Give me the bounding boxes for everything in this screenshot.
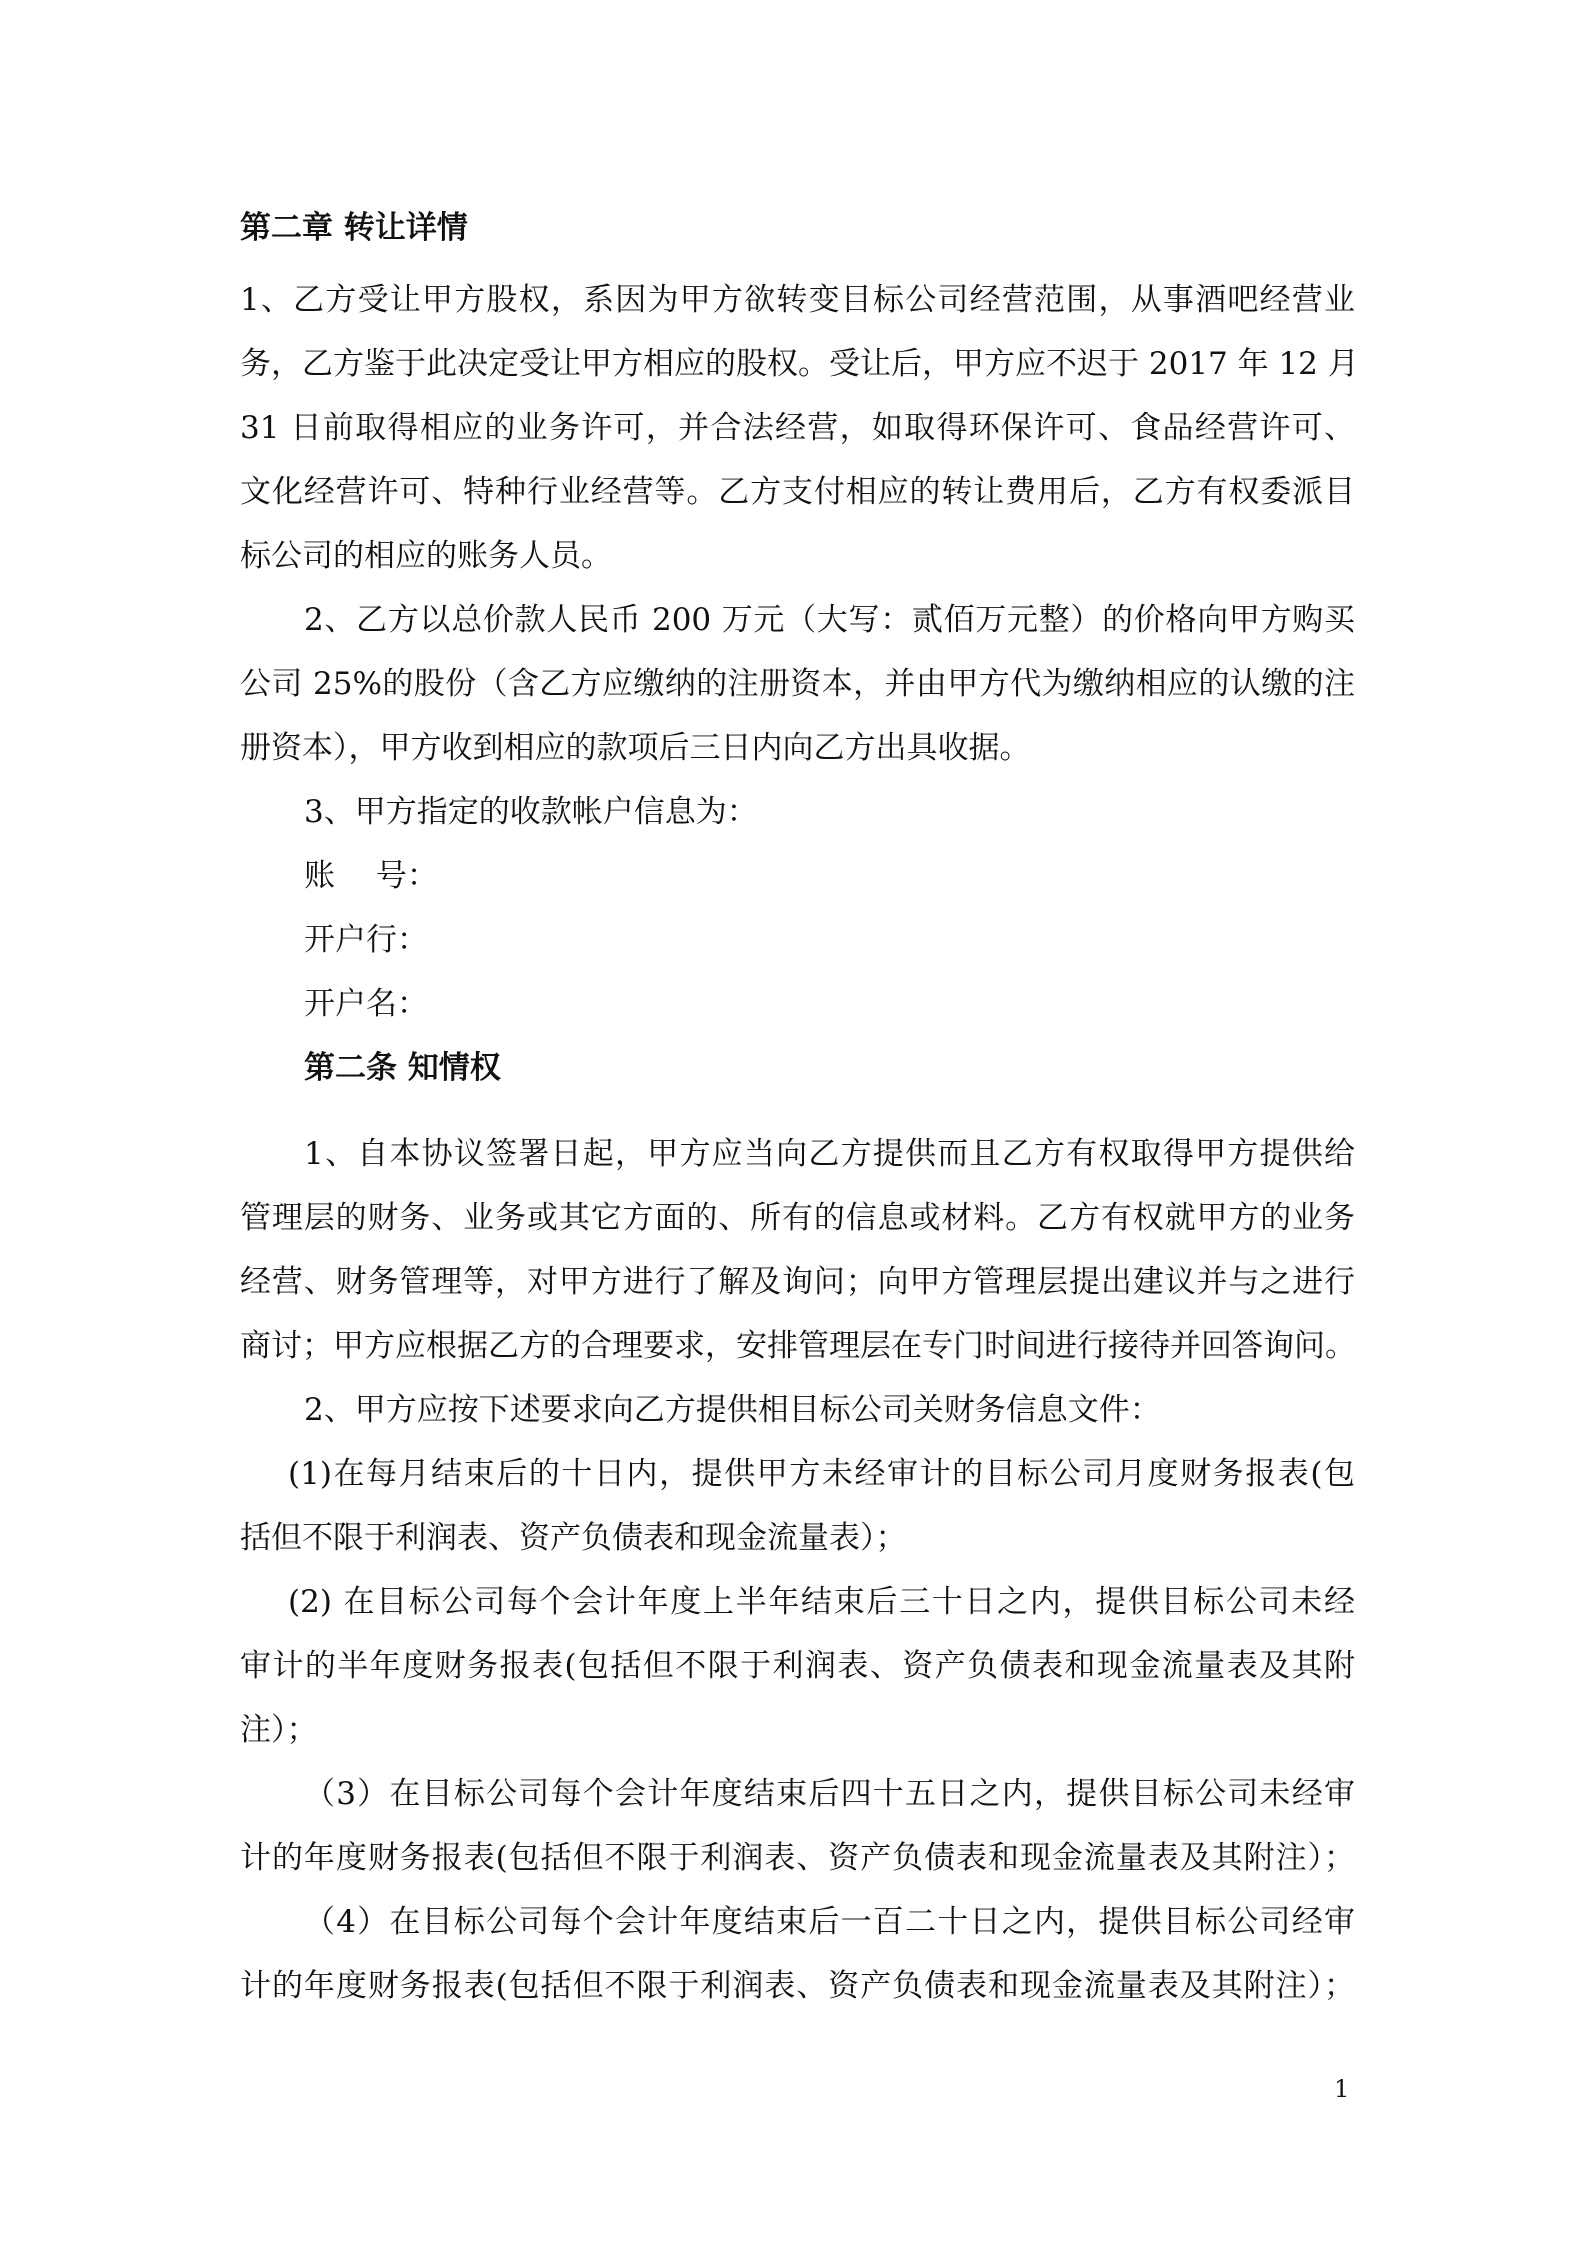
page-number: 1 <box>1334 2075 1350 2103</box>
paragraph-line: （4）在目标公司每个会计年度结束后一百二十日之内，提供目标公司经审 <box>304 1904 1355 1940</box>
paragraph-line: 1、乙方受让甲方股权，系因为甲方欲转变目标公司经营范围，从事酒吧经营业 <box>240 282 1355 318</box>
paragraph-line: 管理层的财务、业务或其它方面的、所有的信息或材料。乙方有权就甲方的业务 <box>240 1200 1355 1236</box>
paragraph-line: 31 日前取得相应的业务许可，并合法经营，如取得环保许可、食品经营许可、 <box>240 410 1355 446</box>
paragraph-line: 计的年度财务报表(包括但不限于利润表、资产负债表和现金流量表及其附注）； <box>240 1840 1355 1876</box>
paragraph-line: 审计的半年度财务报表(包括但不限于利润表、资产负债表和现金流量表及其附 <box>240 1648 1355 1684</box>
paragraph-line: 公司 25%的股份（含乙方应缴纳的注册资本，并由甲方代为缴纳相应的认缴的注 <box>240 666 1355 702</box>
chapter-heading: 第二章 转让详情 <box>240 210 468 246</box>
account-name-label: 开户名： <box>304 986 428 1022</box>
paragraph-line: 文化经营许可、特种行业经营等。乙方支付相应的转让费用后，乙方有权委派目 <box>240 474 1355 510</box>
paragraph-line: 计的年度财务报表(包括但不限于利润表、资产负债表和现金流量表及其附注）； <box>240 1968 1355 2004</box>
paragraph-line: 商讨；甲方应根据乙方的合理要求，安排管理层在专门时间进行接待并回答询问。 <box>240 1328 1356 1364</box>
paragraph-line: 经营、财务管理等，对甲方进行了解及询问；向甲方管理层提出建议并与之进行 <box>240 1264 1355 1300</box>
paragraph-line: 3、甲方指定的收款帐户信息为： <box>304 794 758 830</box>
paragraph-line: 务，乙方鉴于此决定受让甲方相应的股权。受让后，甲方应不迟于 2017 年 12 月 <box>240 346 1359 382</box>
article-heading: 第二条 知情权 <box>304 1050 501 1086</box>
paragraph-line: (1)在每月结束后的十日内，提供甲方未经审计的目标公司月度财务报表(包 <box>288 1456 1355 1492</box>
bank-label: 开户行： <box>304 922 428 958</box>
paragraph-line: 1、自本协议签署日起，甲方应当向乙方提供而且乙方有权取得甲方提供给 <box>304 1136 1355 1172</box>
paragraph-line: （3）在目标公司每个会计年度结束后四十五日之内，提供目标公司未经审 <box>304 1776 1355 1812</box>
paragraph-line: 2、乙方以总价款人民币 200 万元（大写：贰佰万元整）的价格向甲方购买 <box>304 602 1355 638</box>
paragraph-line: 注）； <box>240 1712 318 1748</box>
paragraph-line: (2) 在目标公司每个会计年度上半年结束后三十日之内，提供目标公司未经 <box>288 1584 1355 1620</box>
paragraph-line: 括但不限于利润表、资产负债表和现金流量表）； <box>240 1520 907 1556</box>
paragraph-line: 2、甲方应按下述要求向乙方提供相目标公司关财务信息文件： <box>304 1392 1161 1428</box>
account-number-label: 账 号： <box>304 858 438 894</box>
paragraph-line: 册资本），甲方收到相应的款项后三日内向乙方出具收据。 <box>240 730 1031 766</box>
paragraph-line: 标公司的相应的账务人员。 <box>240 538 612 574</box>
